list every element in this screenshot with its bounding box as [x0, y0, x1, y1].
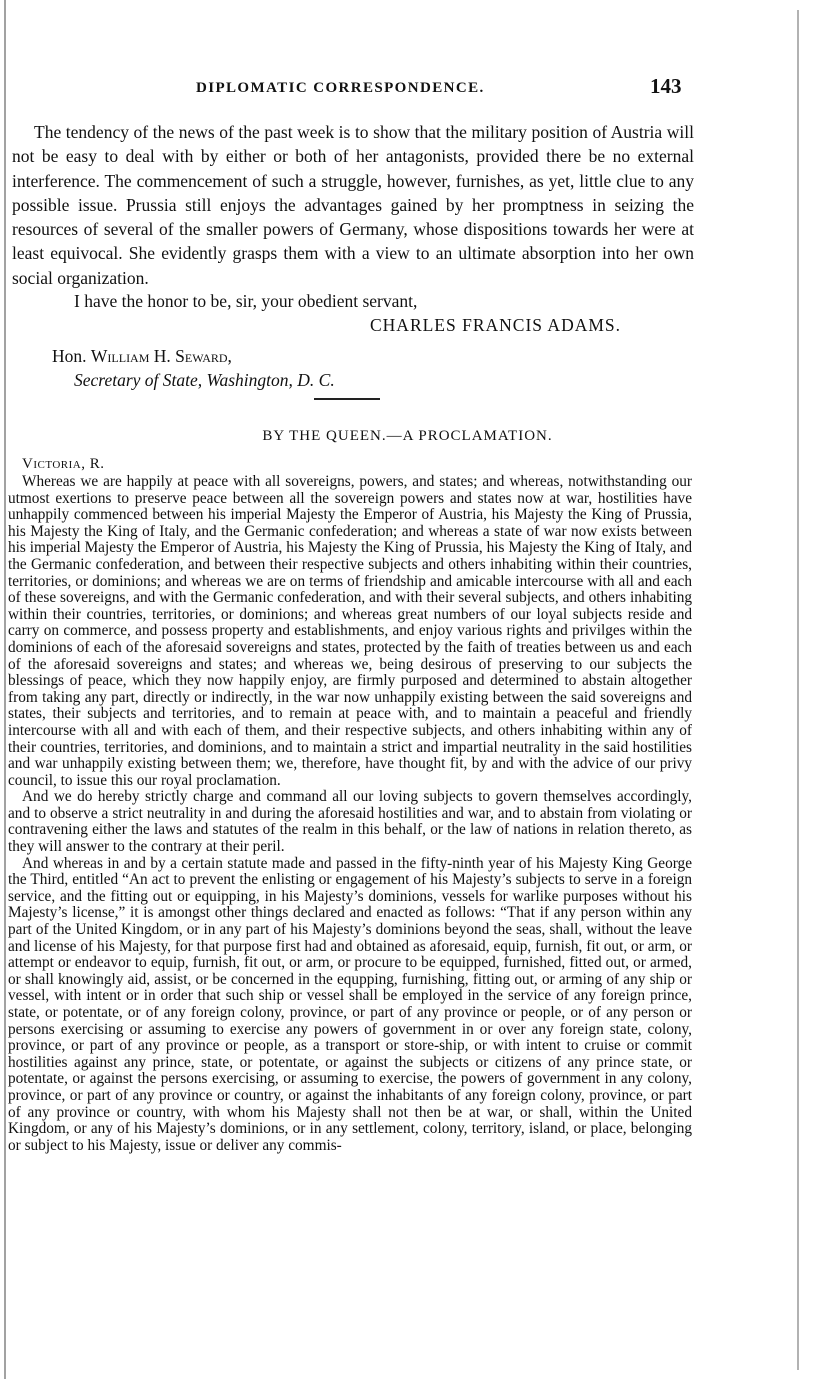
proclamation-paragraph: And we do hereby strictly charge and command all our loving subjects to govern themselves accordingly, and to observe a strict neutrality in and during the aforesaid hostilities and war, and to abstain from violating or contravening either the laws and statutes of the realm in this behalf, or the law of nations in relation thereto, as they will answer to the contrary at their peril. [8, 788, 692, 856]
page-header [0, 68, 815, 108]
section-divider [314, 398, 380, 400]
letter-closing: I have the honor to be, sir, your obedient servant, [74, 291, 418, 312]
page-gutter-edge [4, 0, 6, 1379]
proclamation-signer: Victoria, R. [22, 456, 105, 472]
addressee-prefix: Hon. [52, 346, 87, 367]
letter-body: The tendency of the news of the past week is to show that the military position of Austria will not be easy to deal with by either or both of her antagonists, provided there be no external interference. The commencement of such a struggle, however, furnishes, as yet, little clue to any possible issue. Prussia still enjoys the advantages gained by her promptness in seizing the resources of several of the smaller powers of Germany, whose dispositions towards her were at least equivocal. She evidently grasps them with a view to an ultimate absorption into her own social organization. [12, 122, 694, 288]
proclamation-paragraph: And whereas in and by a certain statute made and passed in the fifty-ninth year of his Majesty King George the Third, entitled “An act to prevent the enlisting or engagement of his Majesty’s subjects to serve in a foreign service, and the fitting out or equipping, in his Majesty’s dominions, vessels for warlike purposes without his Majesty’s license,” it is amongst other things declared and enacted as follows: “That if any person within any part of the United Kingdom, or in any part of his Majesty’s dominions beyond the seas, shall, without the leave and license of his Majesty, for that purpose first had and obtained as aforesaid, equip, furnish, fit out, or arm, or attempt or endeavor to equip, furnish, fit out, or arm, or procure to be equipped, furnished, fitted out, or armed, or shall knowingly aid, assist, or be concerned in the equpping, furnishing, fitting out, or arming of any ship or vessel, with intent or in order that such ship or vessel shall be employed in the service of any foreign prince, state, or potentate, or of any foreign colony, province, or part of any province or people, or of any person or persons exercising or assuming to exercise any powers of government in or over any foreign state, colony, province, or part of any province or people, as a transport or store-ship, or with intent to cruise or commit hostilities against any prince, state, or potentate, or against the subjects or citizens of any prince state, or potentate, or against the persons exercising, or assuming to exercise, the powers of government in any colony, province, or part of any province or country, or against the inhabitants of any foreign colony, province, or part of any province or country, with whom his Majesty shall not then be at war, or shall, within the United Kingdom, or any of his Majesty’s dominions, or in any settlement, colony, territory, island, or place, belonging or subject to his Majesty, issue or deliver any commis- [8, 854, 692, 1154]
addressee-name: William H. Seward, [90, 346, 232, 367]
letter-section [12, 120, 694, 392]
letter-signature: CHARLES FRANCIS ADAMS. [370, 315, 622, 336]
proclamation-title: BY THE QUEEN.—A PROCLAMATION. [262, 428, 553, 444]
addressee [52, 344, 694, 368]
proclamation-body [8, 474, 692, 1154]
running-head: DIPLOMATIC CORRESPONDENCE. [196, 80, 485, 96]
page-number: 143 [650, 74, 682, 98]
addressee-title: Secretary of State, Washington, D. C. [74, 370, 335, 391]
proclamation-paragraph: Whereas we are happily at peace with all sovereigns, powers, and states; and whereas, notwithstanding our utmost exertions to preserve peace between all the sovereign powers and states now at war, hostilities have unhappily commenced between his imperial Majesty the Emperor of Austria, his Majesty the King of Prussia, his Majesty the King of Italy, and the Germanic confederation; and whereas a state of war now exists between his imperial Majesty the Emperor of Austria, his Majesty the King of Prussia, his Majesty the King of Italy, and the Germanic confederation, and between their respective subjects and others inhabiting within their countries, territories, or dominions; and whereas we are on terms of friendship and amicable intercourse with all and each of these sovereigns, and with the Germanic confederation, and with their several subjects, and others inhabiting within their countries, territories, or dominions; and whereas great numbers of our loyal subjects reside and carry on commerce, and possess property and establishments, and enjoy various rights and privilges within the dominions of each of the aforesaid sovereigns and states, protected by the faith of treaties between us and each of the aforesaid sovereigns and states; and whereas we, being desirous of preserving to our subjects the blessings of peace, which they now happily enjoy, are firmly purposed and determined to abstain altogether from taking any part, directly or indirectly, in the war now unhappily existing between the said sovereigns and states, their subjects and territories, and to remain at peace with, and to maintain a peaceful and friendly intercourse with all and with each of them, and their respective subjects, and others inhabiting within any of their countries, territories, and dominions, and to maintain a strict and impartial neutrality in the said hostilities and war unhappily existing between them; we, therefore, have thought fit, by and with the advice of our privy council, to issue this our royal proclamation. [8, 473, 692, 789]
page-fore-edge [797, 10, 799, 1370]
